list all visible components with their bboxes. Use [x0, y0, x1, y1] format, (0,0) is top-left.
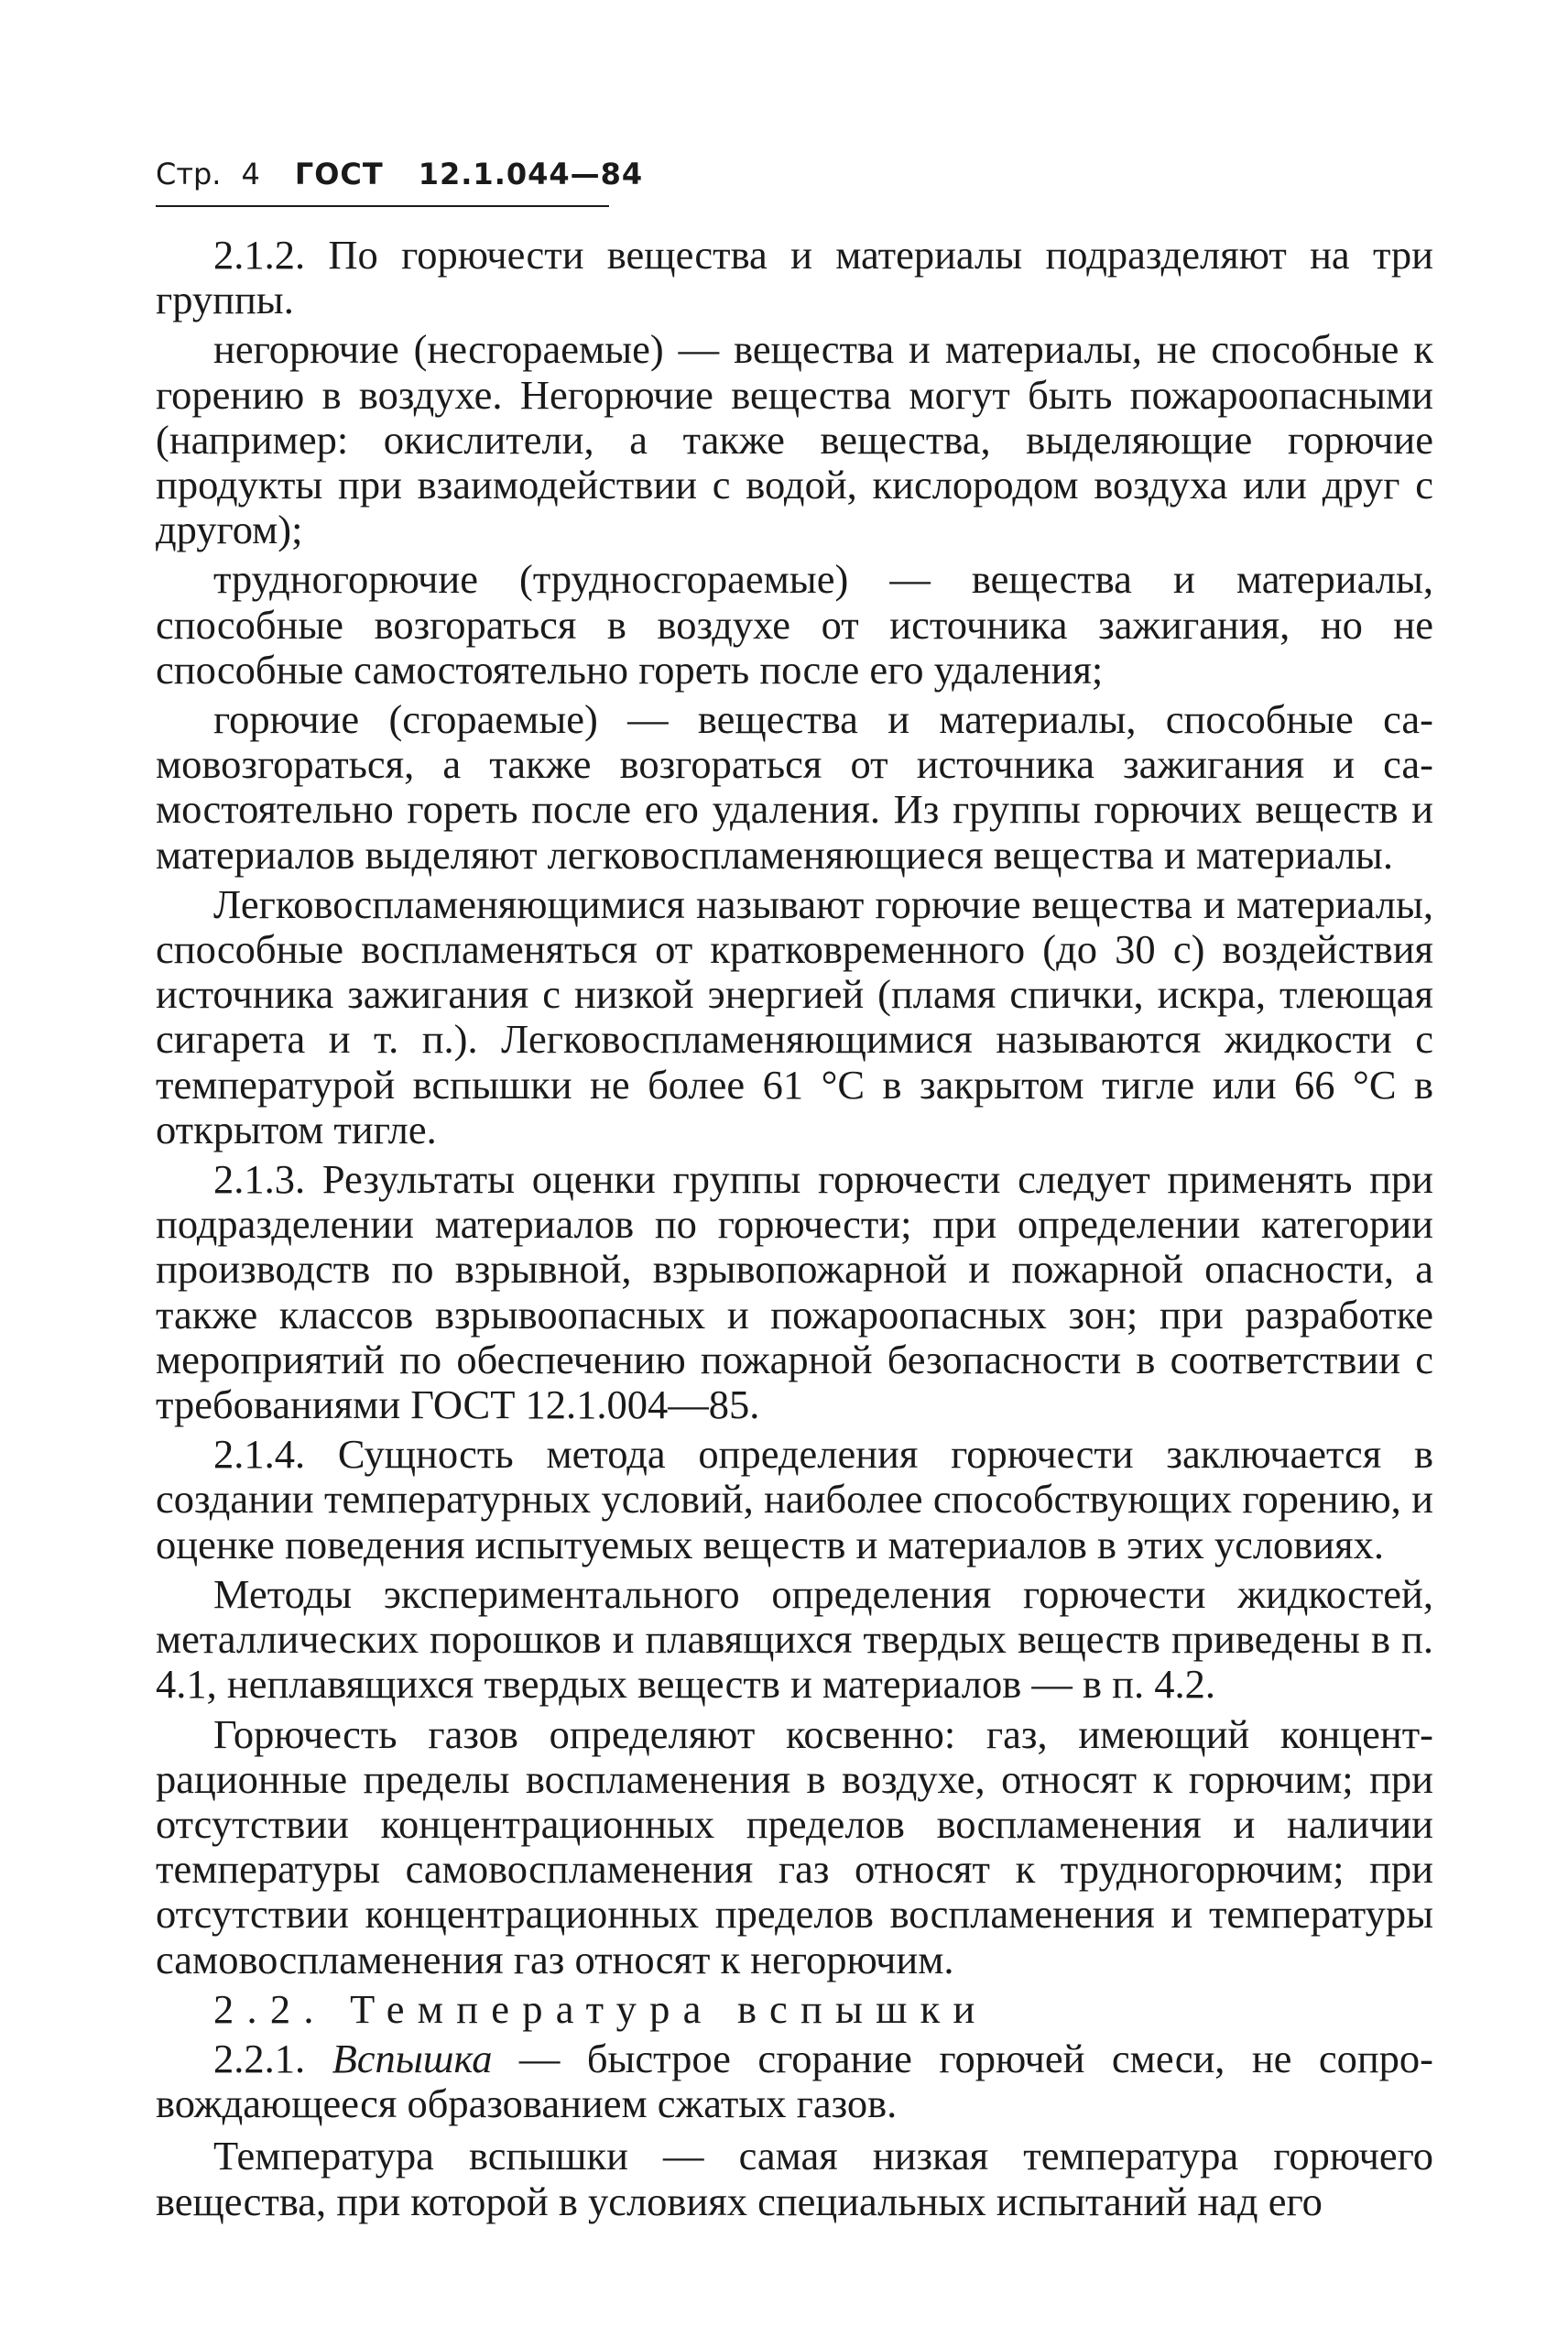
document-page [156, 156, 1433, 2229]
page-number: 4 [241, 157, 260, 191]
paragraph-2-1-3: 2.1.3. Результаты оценки группы горючести следует применять при подразделении материалов по горючести; при определении категории производств по взрывной, взрывопожарной и пожарной опасности, а также классов взрывоопасных и пожароопасных зон; при разработке мероприятий по обеспечению пожарной безопасности в соответствии с требованиями ГОСТ 12.1.004—85. [156, 1156, 1433, 1428]
paragraph-combustible: горючие (сгораемые) — вещества и материалы, способные самовозгораться, а также возгораться от источника зажигания и самостоятельно гореть после его удаления. Из группы горючих веществ и материалов выделяют легковоспламеняющиеся вещества и материалы. [156, 696, 1433, 878]
header-rule [156, 205, 609, 207]
paragraph-flash-point: Температура вспышки — самая низкая температура горючего вещества, при которой в условиях специальных испытаний над его [156, 2133, 1433, 2224]
paragraph-hardly-combustible: трудногорючие (трудносгораемые) — вещества и материалы, способные возгораться в воздухе от источника зажигания, но не способные самостоятельно гореть после его удаления; [156, 556, 1433, 693]
standard-code: 12.1.044—84 [418, 157, 644, 191]
running-header [156, 156, 1433, 192]
body-text [156, 233, 1433, 2224]
paragraph-test-methods: Методы экспериментального определения горючести жидкостей, металлических порошков и плавящихся твердых веществ приведены в п. 4.1, неплавящихся твердых веществ и материалов — в п. 4.2. [156, 1570, 1433, 1708]
paragraph-flammable: Легковоспламеняющимися называют горючие вещества и материалы, способные воспламеняться от кратковременного (до 30 с) воздействия источника зажигания с низкой энергией (пламя спички, искра, тлеющая сигарета и т. п.). Легковоспламеняющимися называются жидкости с температурой вспышки не более 61 °С в закрытом тигле или 66 °С в открытом тигле. [156, 880, 1433, 1152]
definition-text: — быстрое сгорание горючей смеси, не сопровождающееся образованием сжатых газов. [156, 2035, 1433, 2127]
section-heading-2-2: 2.2. Температура вспышки [213, 1985, 988, 2032]
paragraph-2-1-4: 2.1.4. Сущность метода определения горючести заключается в создании температурных условий, наиболее способствующих горению, и оценке поведения испытуемых веществ и материалов в этих условиях. [156, 1431, 1433, 1567]
paragraph-gas-combustibility: Горючесть газов определяют косвенно: газ, имеющий концентрационные пределы воспламенения в воздухе, относят к горючим; при отсутствии концентрационных пределов воспламенения и наличии температуры самовоспламенения газ относят к трудногорючим; при отсутствии концентрационных пределов воспламенения и температуры самовоспламенения газ относят к негорючим. [156, 1710, 1433, 1982]
paragraph-noncombustible: негорючие (несгораемые) — вещества и материалы, не способные к горению в воздухе. Негорючие вещества могут быть пожароопасными (например: окислители, а также вещества, выделяющие горючие продукты при взаимодействии с водой, кислородом воздуха или друг с другом); [156, 326, 1433, 553]
standard-name: ГОСТ [294, 157, 384, 191]
defined-term: Вспышка [332, 2035, 493, 2081]
paragraph-2-2-1 [156, 2037, 1433, 2126]
page-label: Стр. [156, 157, 222, 191]
clause-number: 2.2.1. [213, 2035, 306, 2081]
paragraph-2-1-2: 2.1.2. По горючести вещества и материалы подразделяют на три группы. [156, 232, 1433, 323]
